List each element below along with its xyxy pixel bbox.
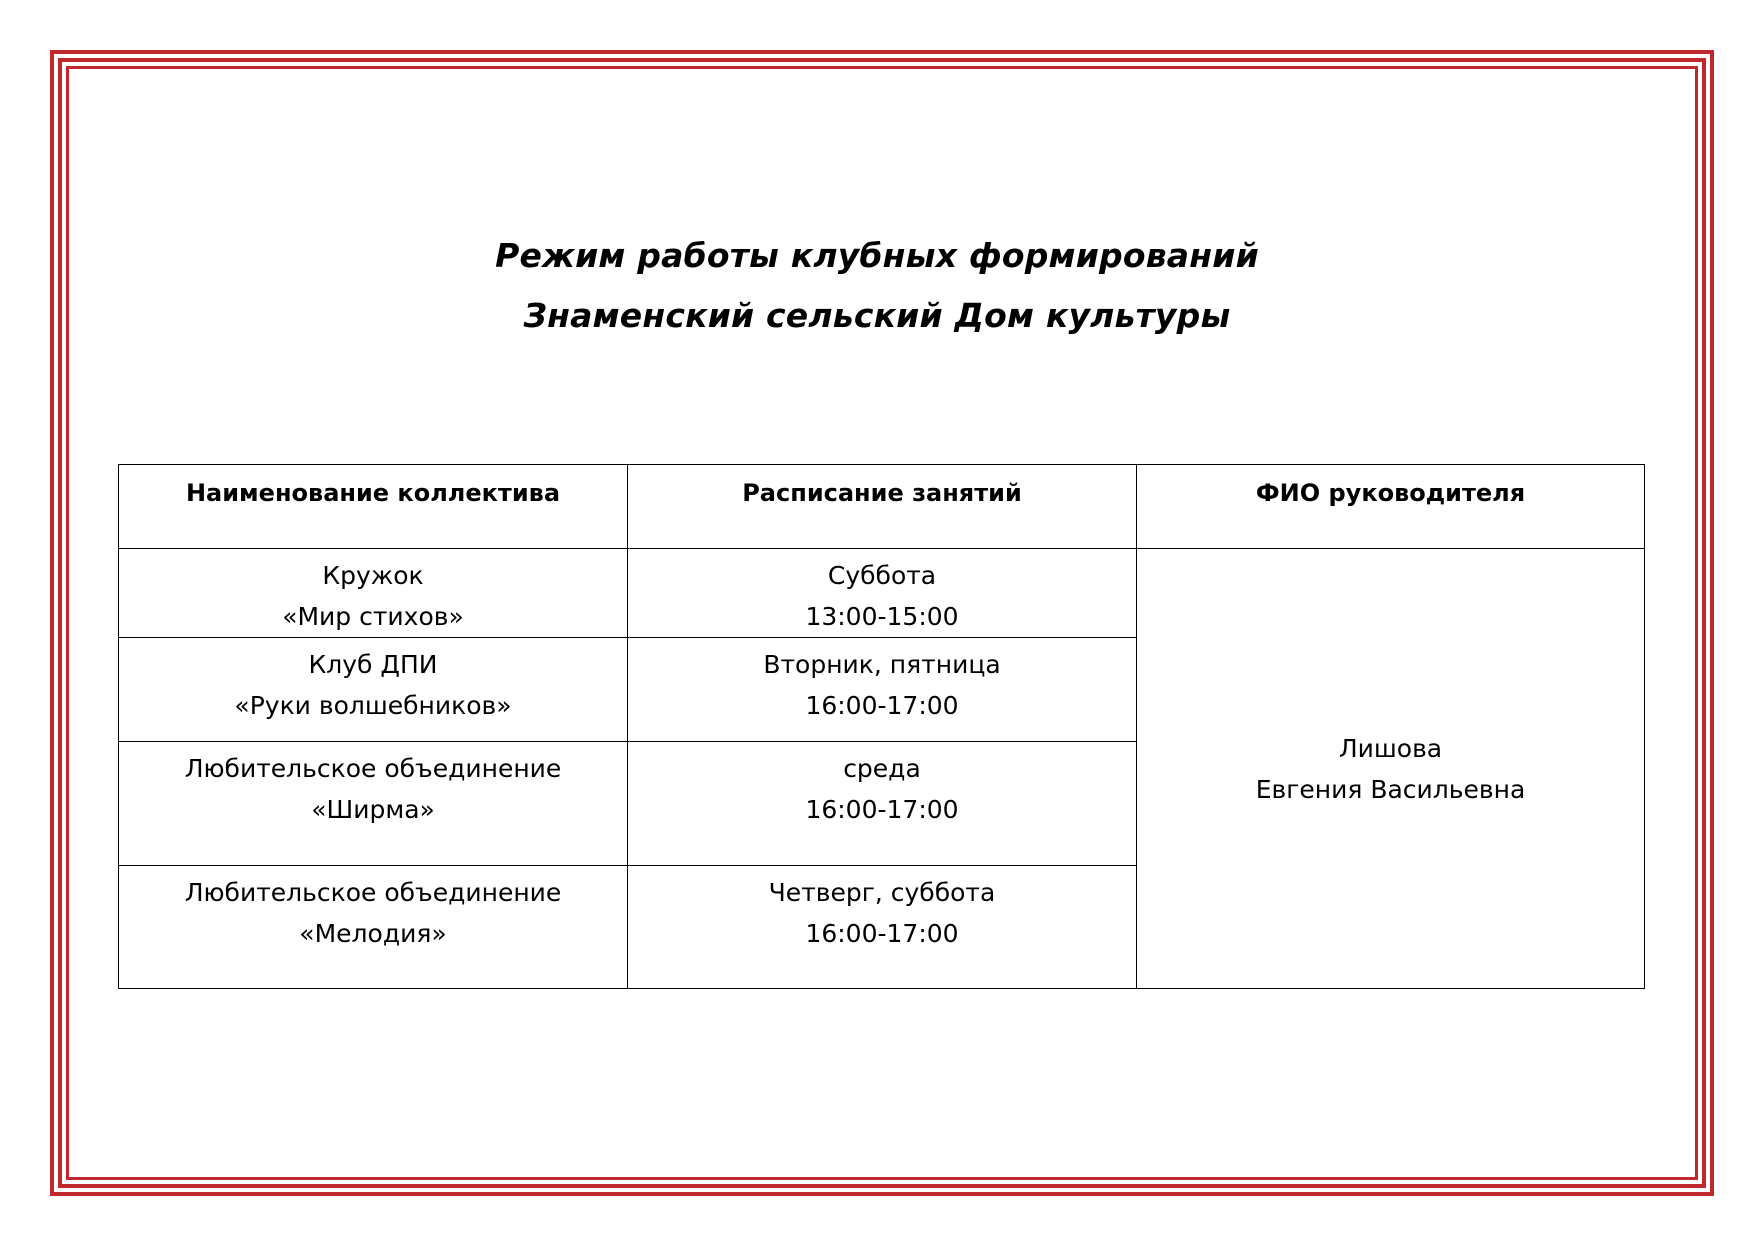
collective-name-cell [119, 742, 628, 866]
schedule-days: Суббота [827, 561, 937, 590]
schedule-cell [628, 549, 1137, 638]
header-leader-name: ФИО руководителя [1137, 465, 1645, 549]
collective-type: Любительское объединение [184, 878, 562, 907]
collective-type: Кружок [322, 561, 424, 590]
leader-given-names: Евгения Васильевна [1255, 774, 1526, 804]
schedule-cell [628, 742, 1137, 866]
collective-name-cell [119, 638, 628, 742]
document-title: Режим работы клубных формирований [495, 236, 1259, 275]
collective-type: Любительское объединение [184, 754, 562, 783]
table-row [119, 549, 1645, 638]
table-header-row [119, 465, 1645, 549]
collective-title: «Мир стихов» [282, 602, 464, 631]
collective-title: «Мелодия» [299, 919, 447, 948]
leader-cell [1137, 549, 1645, 989]
schedule-days: Вторник, пятница [763, 650, 1001, 679]
schedule-days: среда [843, 754, 921, 783]
schedule-time: 16:00-17:00 [805, 691, 959, 720]
collective-title: «Руки волшебников» [234, 691, 512, 720]
collective-title: «Ширма» [311, 795, 435, 824]
schedule-time: 16:00-17:00 [805, 919, 959, 948]
header-collective-name: Наименование коллектива [119, 465, 628, 549]
schedule-days: Четверг, суббота [768, 878, 996, 907]
collective-name-cell [119, 549, 628, 638]
header-schedule: Расписание занятий [628, 465, 1137, 549]
collective-type: Клуб ДПИ [308, 650, 438, 679]
collective-name-cell [119, 866, 628, 989]
schedule-cell [628, 866, 1137, 989]
schedule-time: 13:00-15:00 [805, 602, 959, 631]
schedule-cell [628, 638, 1137, 742]
schedule-time: 16:00-17:00 [805, 795, 959, 824]
leader-surname: Лишова [1338, 733, 1443, 763]
schedule-table [118, 464, 1645, 989]
document-subtitle: Знаменский сельский Дом культуры [523, 296, 1231, 335]
